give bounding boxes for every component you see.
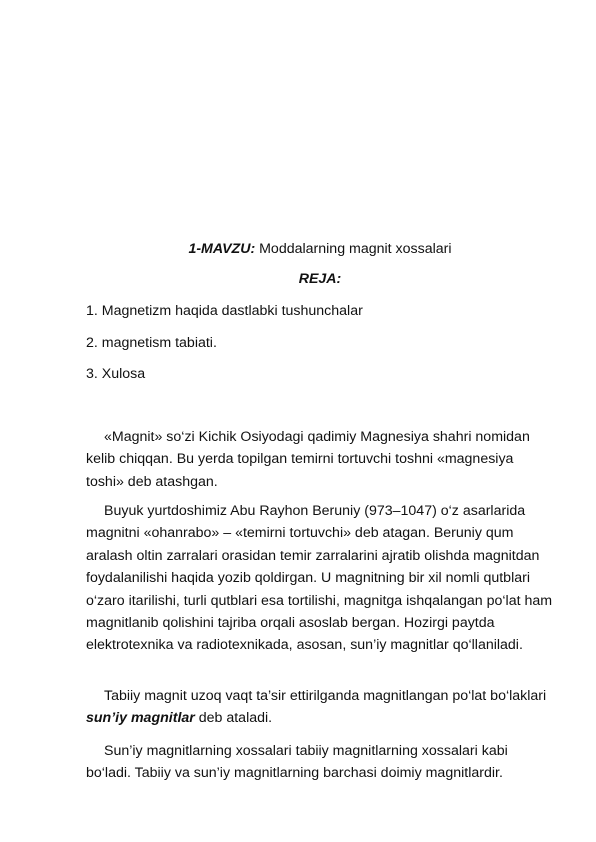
paragraph-beruniy: Buyuk yurtdoshimiz Abu Rayhon Beruniy (973–1047) o‘z asarlarida magnitni «ohanrabo» – «temirni tortuvchi» deb atagan. Beruniy qum aralash oltin zarralari orasidan temir zarralarini ajratib olishda magnitdan foydalanilishi haqida yozib qoldirgan. U magnitning bir xil nomli qutblari o‘zaro itarilishi, turli qutblari esa tortilishi, magnitga ishqalangan po‘lat ham magnitlanib qolishini tajriba orqali asoslab bergan. Hozirgi paytda elektrotexnika va radiotexnikada, asosan, sun’iy magnitlar qo‘llaniladi. <box>86 503 553 654</box>
plan-item-2: 2. magnetism tabiati. <box>86 335 217 351</box>
paragraph-text-end: deb ataladi. <box>194 710 273 727</box>
plan-heading: REJA: <box>298 271 342 287</box>
paragraph-text: Tabiiy magnit uzoq vaqt ta’sir ettirilganda magnitlangan po‘lat bo‘laklari <box>104 688 547 704</box>
paragraph-magnit-origin: «Magnit» so‘zi Kichik Osiyodagi qadimiy Magnesiya shahri nomidan kelib chiqqan. Bu yerda topilgan temirni tortuvchi toshni «magnesiya toshi» deb atashgan. <box>86 429 530 490</box>
plan-item-3: 3. Xulosa <box>86 366 146 382</box>
topic-name: Moddalarning magnit xossalari <box>255 241 452 257</box>
paragraph-artificial-magnets <box>86 685 554 730</box>
paragraph-permanent-magnets: Sun’iy magnitlarning xossalari tabiiy magnitlarning xossalari kabi bo‘ladi. Tabiiy va sun’iy magnitlarning barchasi doimiy magnitlardir. <box>86 743 508 782</box>
topic-title <box>86 239 554 259</box>
plan-item-1: 1. Magnetizm haqida dastlabki tushunchalar <box>86 303 363 319</box>
term-artificial-magnets: sun’iy magnitlar <box>86 710 195 727</box>
topic-number: 1-MAVZU: <box>188 241 256 257</box>
